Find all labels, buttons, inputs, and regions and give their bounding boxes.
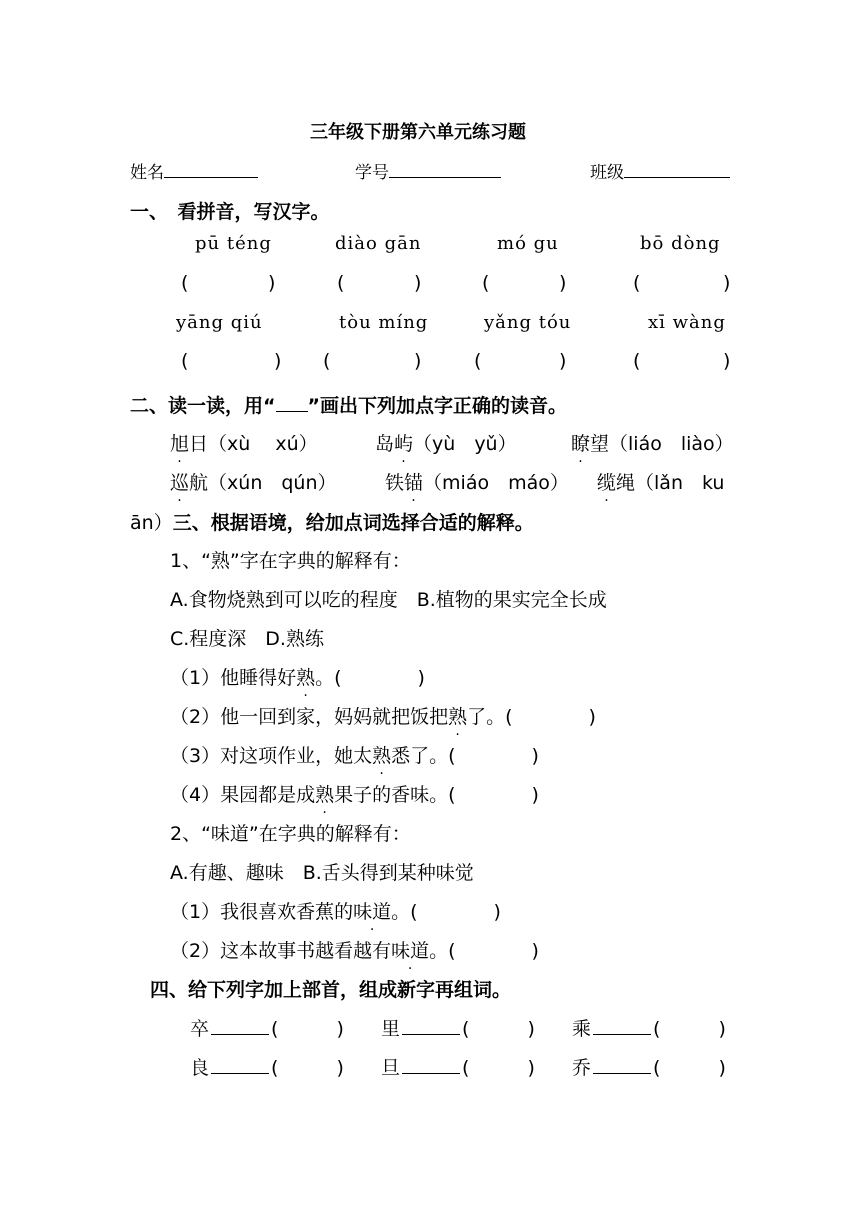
class-blank[interactable]	[624, 161, 730, 178]
reading-options: （miáo máo）	[423, 472, 569, 494]
pinyin-item: xī wàng	[648, 312, 726, 333]
reading-item	[170, 429, 318, 456]
item-answer[interactable]: 。( )	[391, 901, 501, 923]
dotted-word: 味道	[353, 901, 392, 923]
answer-paren-open: (	[181, 350, 189, 372]
radical-item	[190, 1014, 344, 1041]
radical-item	[381, 1053, 535, 1080]
item-text: （1）我很喜欢香蕉的	[170, 901, 354, 923]
answer-paren-close: )	[274, 350, 282, 372]
answer-paren-close: )	[723, 350, 731, 372]
dotted-char: 熟	[372, 745, 392, 767]
dotted-char: 锚	[404, 472, 424, 494]
q2-options: A.有趣、趣味 B.舌头得到某种味觉	[170, 862, 474, 884]
paren-close: )	[527, 1057, 535, 1079]
answer-paren-open: (	[474, 350, 482, 372]
radical-item	[190, 1053, 344, 1080]
radical-blank[interactable]	[593, 1057, 651, 1074]
name-label: 姓名	[130, 163, 164, 183]
paren-close: )	[718, 1057, 726, 1079]
paren-close: )	[718, 1018, 726, 1040]
dotted-char: 熟	[315, 784, 335, 806]
paren-close: )	[527, 1018, 535, 1040]
reading-item	[170, 468, 337, 495]
radical-blank[interactable]	[402, 1018, 460, 1035]
dotted-char: 缆	[597, 472, 617, 494]
radical-blank[interactable]	[211, 1018, 269, 1035]
q2-intro: 2、“味道”在字典的解释有：	[170, 823, 411, 845]
name-blank[interactable]	[164, 161, 258, 178]
reading-options: （lǎn ku	[635, 472, 725, 494]
section-3-line	[130, 508, 534, 535]
base-char: 乔	[572, 1057, 592, 1079]
pinyin-item: tòu míng	[339, 312, 429, 333]
section-1-heading: 一、 看拼音，写汉字。	[130, 201, 330, 223]
dotted-char: 旭	[170, 433, 190, 455]
answer-paren-close: )	[268, 272, 276, 294]
name-field	[130, 158, 258, 183]
base-char: 良	[190, 1057, 210, 1079]
base-char: 卒	[190, 1018, 210, 1040]
item-text: （2）他一回到家，妈妈就把饭把	[170, 706, 449, 728]
answer-paren-close: )	[723, 272, 731, 294]
answer-paren-open: (	[337, 272, 345, 294]
plain-char: 航	[189, 472, 209, 494]
paren-open: (	[653, 1018, 661, 1040]
q1-item	[170, 663, 425, 690]
radical-blank[interactable]	[211, 1057, 269, 1074]
answer-paren-close: )	[414, 272, 422, 294]
base-char: 旦	[381, 1057, 401, 1079]
q1-item	[170, 780, 539, 807]
reading-options: （xù xú）	[208, 433, 318, 455]
answer-paren-open: (	[323, 350, 331, 372]
item-answer[interactable]: 悉了。( )	[391, 745, 539, 767]
q2-item	[170, 897, 501, 924]
wrapped-reading: ān）	[130, 512, 173, 534]
paren-close: )	[336, 1057, 344, 1079]
item-answer[interactable]: 了。( )	[467, 706, 596, 728]
item-answer[interactable]: 。( )	[315, 667, 425, 689]
student-id-blank[interactable]	[389, 161, 501, 178]
student-id-field	[355, 158, 501, 183]
answer-paren-open: (	[181, 272, 189, 294]
pinyin-item: bō dòng	[640, 233, 721, 254]
q1-options: A.食物烧熟到可以吃的程度 B.植物的果实完全长成	[170, 589, 607, 611]
dotted-char: 熟	[296, 667, 316, 689]
item-text: （4）果园都是成	[170, 784, 316, 806]
page-title: 三年级下册第六单元练习题	[310, 122, 526, 143]
section-3-heading: 三、根据语境，给加点词选择合适的解释。	[172, 512, 534, 534]
reading-options: （liáo liào）	[609, 433, 734, 455]
radical-blank[interactable]	[402, 1057, 460, 1074]
reading-item	[385, 468, 569, 495]
pinyin-item: yāng qiú	[176, 312, 263, 333]
paren-open: (	[462, 1057, 470, 1079]
item-answer[interactable]: 果子的香味。( )	[334, 784, 539, 806]
reading-item	[571, 429, 734, 456]
section-2-heading	[130, 391, 567, 418]
q1-item	[170, 741, 539, 768]
reading-options: （xún qún）	[208, 472, 337, 494]
pinyin-item: yǎng tóu	[484, 312, 572, 333]
answer-paren-close: )	[414, 350, 422, 372]
plain-char: 日	[189, 433, 209, 455]
paren-open: (	[271, 1057, 279, 1079]
reading-item	[375, 429, 517, 456]
section-4-heading: 四、给下列字加上部首，组成新字再组词。	[150, 979, 512, 1001]
q2-item	[170, 936, 539, 963]
dotted-char: 巡	[170, 472, 190, 494]
dotted-char: 瞭	[571, 433, 591, 455]
plain-char: 铁	[385, 472, 405, 494]
q1-intro: 1、“熟”字在字典的解释有：	[170, 550, 411, 572]
base-char: 乘	[572, 1018, 592, 1040]
dotted-char: 熟	[448, 706, 468, 728]
radical-blank[interactable]	[593, 1018, 651, 1035]
dotted-word: 味道	[391, 940, 430, 962]
dotted-char: 屿	[394, 433, 414, 455]
q1-item	[170, 702, 596, 729]
class-label: 班级	[590, 163, 624, 183]
plain-char: 岛	[375, 433, 395, 455]
plain-char: 望	[590, 433, 610, 455]
radical-item	[572, 1053, 726, 1080]
paren-close: )	[336, 1018, 344, 1040]
answer-paren-close: )	[559, 350, 567, 372]
class-field	[590, 158, 730, 183]
answer-paren-open: (	[633, 350, 641, 372]
section-2-heading-a: 二、读一读，用“	[130, 395, 276, 417]
base-char: 里	[381, 1018, 401, 1040]
answer-paren-open: (	[633, 272, 641, 294]
plain-char: 绳	[616, 472, 636, 494]
item-text: （3）对这项作业，她太	[170, 745, 373, 767]
item-answer[interactable]: 。( )	[429, 940, 539, 962]
student-id-label: 学号	[355, 163, 389, 183]
radical-item	[572, 1014, 726, 1041]
reading-item	[597, 468, 724, 495]
radical-item	[381, 1014, 535, 1041]
item-text: （1）他睡得好	[170, 667, 297, 689]
pinyin-item: diào gān	[335, 233, 422, 254]
section-2-heading-b: ”画出下列加点字正确的读音。	[307, 395, 567, 417]
pinyin-item: pū téng	[195, 233, 272, 254]
answer-paren-close: )	[559, 272, 567, 294]
pinyin-item: mó gu	[497, 233, 559, 254]
paren-open: (	[271, 1018, 279, 1040]
paren-open: (	[462, 1018, 470, 1040]
underline-sample	[276, 397, 308, 412]
answer-paren-open: (	[482, 272, 490, 294]
q1-options: C.程度深 D.熟练	[170, 628, 324, 650]
paren-open: (	[653, 1057, 661, 1079]
reading-options: （yù yǔ）	[413, 433, 517, 455]
item-text: （2）这本故事书越看越有	[170, 940, 392, 962]
